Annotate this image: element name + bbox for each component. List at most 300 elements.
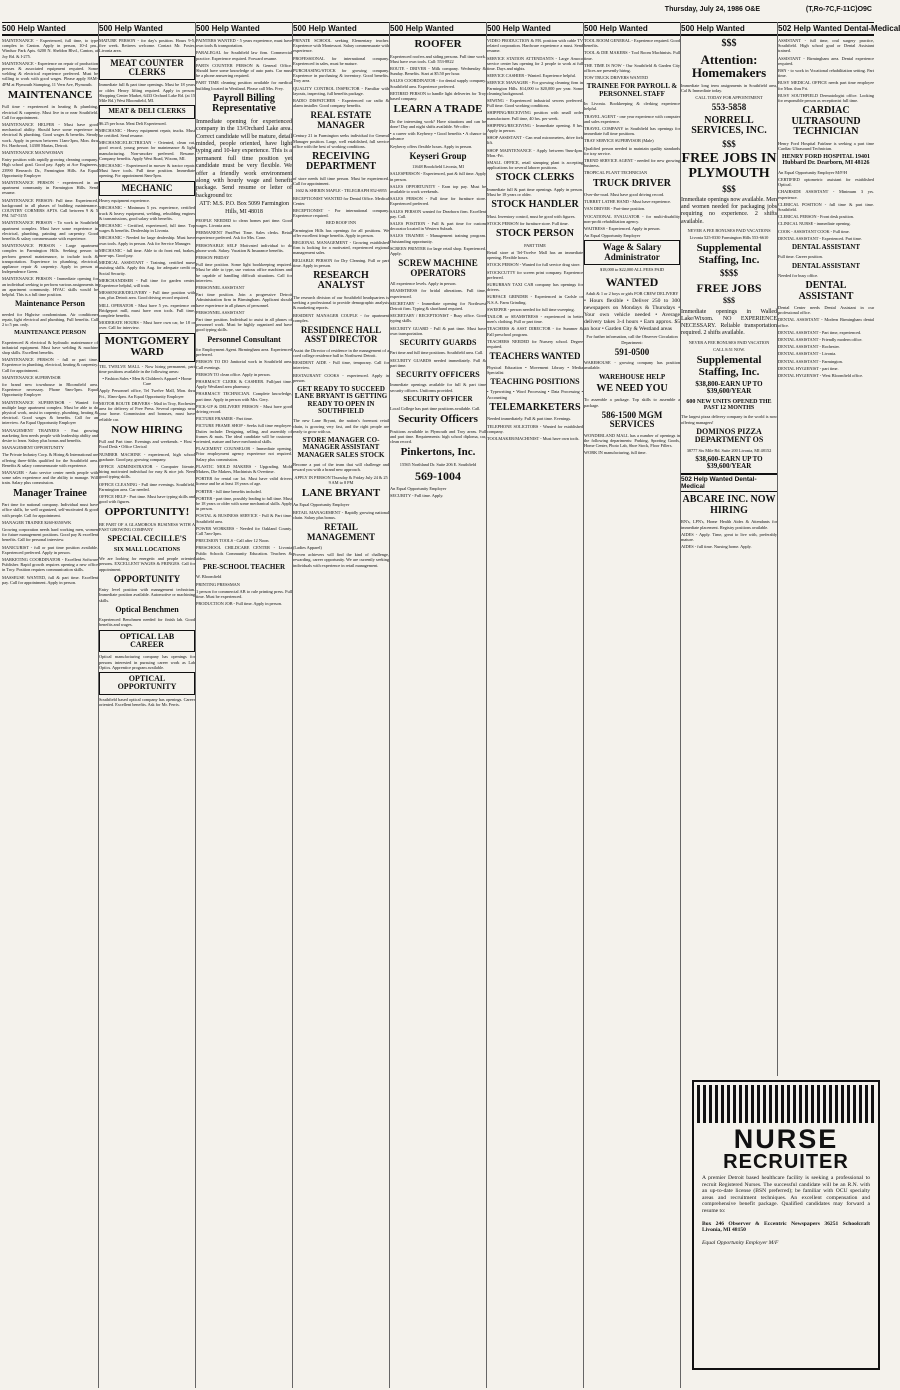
- classified-ad: RN's, LPN's, Home Health Aides & Attendants for immediate placement. Registry positions available.: [681, 519, 777, 530]
- classified-ad: PICTURE FRAMER - Part time.: [196, 416, 253, 422]
- classified-ad: PERSON TO DO Janitorial work in Southfield area. Call evenings.: [196, 359, 292, 370]
- classified-ad: MAINTENANCE MAN/WOMAN: [2, 150, 64, 155]
- classified-ad: PORTER - part time, possibly leading to full time. Must be 18 years or older with some mechanical skills. Apply in person.: [196, 495, 292, 512]
- classified-ad: TURRET LATHE HAND - Must have experience.: [584, 199, 672, 205]
- display-ad-headline: $38,600-EARN UP TO $39,600/YEAR: [695, 454, 763, 471]
- classified-ad: SHOP MAINTENANCE - Apply between 9am-4pm. Mon.-Fri.: [487, 147, 583, 158]
- classified-ad: DENTAL ASSISTANT - Livonia.: [778, 351, 837, 357]
- classified-ad: Qualified person needed to maintain quality standards for tray service.: [584, 145, 680, 156]
- classified-ad: CLERICAL POSITION - full time & part time. Southfield.: [778, 201, 874, 212]
- classified-ad: Do the interesting work? Have situations and can be done! Day and night shifts available. We offer:: [390, 118, 486, 129]
- classified-ad: MAINTENANCE PERSON - Large apartment complex in Farmington Hills. Seeking person to perform general maintenance, to include tools & transportation. Experience in plumbing, electrical, appliance repair & carpentry. Apply in person at Independence Green.: [2, 243, 98, 275]
- classified-ad: PERSON TO clean office. Apply in person.: [196, 371, 271, 377]
- classified-ad: MECHANIC - full time. Able to do front end, brakes, tune-ups. Good pay.: [99, 247, 195, 258]
- classified-ad: VAN DRIVER - Part-time position.: [584, 206, 646, 212]
- display-ad-headline: Supplemental Staffing, Inc.: [696, 354, 762, 378]
- classified-ad: MAINTENANCE PERSON - full or part time. Experience in plumbing, electrical, heating & carpentry. Call for appointment.: [2, 357, 98, 373]
- classified-ad: SALES PERSON wanted for Dearborn firm. Excellent pay. Call.: [390, 208, 486, 219]
- display-ad-headline: SECURITY GUARDS: [399, 337, 477, 347]
- classified-ad: SCREEN PRINTER for large retail shop. Experienced. Apply.: [390, 245, 486, 257]
- classified-ad: MAINTENANCE SUPERVISOR: [2, 374, 61, 380]
- classified-ad: Full time. Career position.: [778, 254, 823, 260]
- classified-ad: RESIDENT AIDE - Full time, temporary. Call for interview.: [293, 360, 389, 371]
- display-ad-headline: STOCK PERSON: [496, 228, 574, 240]
- classified-ad: PART TIME: [524, 242, 546, 248]
- classified-ad: 11648 Brookfield Livonia, MI: [412, 164, 464, 170]
- nurse-ad-address: Box 246 Observer & Eccentric Newspapers 36251 Schoolcraft Livonia, MI 48150: [702, 1220, 870, 1234]
- classified-ad: BUSY SOUTHFIELD Dermatologist office. Looking for responsible person as receptionist full time.: [778, 92, 874, 104]
- classified-ad: TREND SERVICE AGENT - needed for new growing business.: [584, 157, 680, 169]
- classified-ad: PICK-UP & DELIVERY PERSON - Must have good driving record.: [196, 403, 292, 414]
- classified-ad: $6.25 per hour. Meat Deli Experienced.: [99, 120, 167, 126]
- classified-ad: OFFICE ADMINISTRATOR - Computer literate, hiring motivated individual for easy & nice job. Need good typing skills.: [99, 464, 195, 480]
- ad-column: [196, 22, 293, 1388]
- display-ad-headline: Payroll Billing Representative: [212, 92, 276, 115]
- classified-ad: DENTAL ASSISTANT - Friendly modern office.: [778, 337, 863, 343]
- classified-ad: Optical manufacturing company has openings for persons interested in pursuing career work as Lab Optics. Apprentice program available.: [99, 654, 195, 670]
- classified-ad: Full and Part time. Evenings and weekends. • Host • Food Desk • Office Clerical: [99, 439, 195, 450]
- classified-ad: MANAGER TRAINEE $260-$350/WK: [2, 519, 72, 525]
- classified-ad: MAINTENANCE PERSON - To work in Southfield apartment complex. Must have some experience in electrical, plumbing, painting and carpentry. Good benefits & salary commensurate with experience.: [2, 220, 98, 242]
- classified-ad: DENTAL ASSISTANT - Part time, experienced.: [778, 329, 862, 335]
- display-ad-headline: STOCK HANDLER: [491, 199, 579, 211]
- classified-ad: WAITRESS - Experienced. Apply in person.: [584, 226, 661, 232]
- classified-ad: PHARMACY TECHNICIAN. Complete knowledge, part time. Apply in person with Mrs. Gery.: [196, 391, 292, 402]
- classified-ad: SERVICE CASHIER - Wanted. Experience helpful.: [487, 73, 577, 79]
- classified-ad: MAINTENANCE PERSON - Immediate opening for an individual seeking to perform various assignments in an apartment community. HVAC skills would be helpful. This is a full time position.: [2, 276, 98, 298]
- classified-ad: VOCATIONAL EVALUATOR - for multi-disability non-profit rehabilitation agency.: [584, 213, 680, 224]
- classified-ad: $18,000 to $22,000 ALL FEES PAID: [599, 267, 665, 273]
- display-ad-headline: ROOFER: [414, 38, 462, 50]
- classified-ad: In Livonia. Bookkeeping & clerking experience helpful.: [584, 101, 680, 112]
- classified-ad: An Equal Opportunity Employer: [390, 485, 447, 491]
- display-ad-headline: DENTAL ASSISTANT: [791, 261, 861, 270]
- classified-ad: Immediate openings in Walled Lake/Wixom. NO EXPERIENCE NECESSARY. Reliable transportation required. 2 shifts available.: [681, 308, 777, 337]
- classified-ad: SALESPERSON - Experienced, part & full time. Apply in person.: [390, 171, 486, 182]
- classified-ad: Part time for national company. Individual must have office skills, be well organized, self-motivated & good with people. Call for appointment.: [2, 502, 98, 518]
- stripe-banner: [697, 1085, 875, 1123]
- classified-ad: MOTOR ROUTE DRIVERS - Mail in Troy, Rochester area for delivery of Free Press. Several openings near your home. Commission and bonuses, must have reliable car.: [99, 400, 195, 422]
- classified-ad: SHOP ASSISTANT - Can read micrometers, drive fork lift.: [487, 135, 583, 146]
- classified-ad: All experience levels. Apply in person.: [390, 281, 457, 287]
- classified-ad: SEAMSTRESS for bridal alterations. Full time, experienced.: [390, 288, 486, 299]
- classified-ad: PAINTERS WANTED - 5 years experience, must have own tools & transportation.: [196, 38, 292, 49]
- classified-ad: RED ROOF INN: [326, 220, 356, 226]
- classified-ad: CHAIRSIDE ASSISTANT - Minimum 3 yrs. experience.: [778, 189, 874, 200]
- classified-ad: For further information, call the Observer Circulation Department:: [586, 334, 678, 345]
- classified-ad: MARKETING COORDINATOR - Excellent Software Publisher. Rapid growth requires opening a new office in Troy. Position requires communication skills.: [2, 556, 98, 573]
- classified-ad: RECEPTIONIST - For international company. Experience required.: [293, 207, 389, 219]
- classified-ad: of store needs full time person. Must be experienced. Call for appointment.: [293, 175, 389, 187]
- classified-ad: PURCHASING/STOCK for growing company. Experience in purchasing & inventory. Good benefits. Troy area.: [293, 68, 389, 84]
- classified-ad: TOOLMAKER/MACHINIST - Must have own tools.: [487, 435, 580, 441]
- ad-column: [487, 22, 584, 1388]
- classified-ad: MECHANIC - Minimum 5 yrs. experience, certified truck & heavy equipment, welding, rebuilding engines & transmissions, good salary with benefits.: [99, 205, 195, 221]
- ad-column: [584, 22, 681, 1388]
- display-ad-headline: Wage & Salary Administrator: [584, 240, 680, 265]
- classified-ad: Become a part of the team that will challenge and reward you with a brand new approach.: [293, 462, 389, 473]
- classified-ad: PERMANENT Part/Part Time. Sales clerks. Retail experience preferred. Ask for Mrs. Cone.: [196, 230, 292, 241]
- classified-ad: PEOPLE NEEDED to clean homes part time. Good wages. Livonia area.: [196, 217, 292, 228]
- classified-ad: SERVICE STATION ATTENDANTS - Large Amoco service center has opening for 2 people to work at full time. Days and nights.: [487, 55, 583, 72]
- classified-ad: for Employment Agent. Birmingham area. Experienced preferred.: [196, 346, 292, 358]
- classified-ad: The Private Industry Corp. & Hiring & International are offering three-fifths qualified for the Southfield area. Benefits & salary commensurate with experience.: [2, 452, 98, 468]
- classified-ad: Immediate openings available for full & part time security officers. Uniforms provided.: [390, 382, 486, 393]
- ad-column: [293, 22, 390, 1388]
- classified-ad: SWEEPER - person needed for full time sweeping.: [487, 306, 575, 312]
- classified-ad: PERSONABLE SELF Motivated individual to do phone work. Salary. Vacation & Insurance benefits.: [196, 242, 292, 253]
- display-ad-headline: STORE MANAGER CO-MANAGER ASSISTANT MANAGER SALES STOCK: [297, 436, 385, 459]
- classified-ad: MECHANIC - Experienced in mower & tractor repair. Must have tools. Full time position. Immediate opening. For appointment 8am-5pm.: [99, 163, 195, 179]
- classified-ad: THE TIME IS NOW - Our Southfield & Garden City offices are presently hiring.: [584, 62, 680, 74]
- classified-ad: BE PART OF A GLAMOROUS BUSINESS WITH A FAST GROWING COMPANY: [99, 522, 195, 533]
- classified-ad: MAINTENANCE PERSON: Full time. Experienced, background in all phases of building maintenance. COUNTRY CORNERS APTS. Call between 9 & 5 PM. 547-5155: [2, 197, 98, 219]
- issue-date: Thursday, July 24, 1986 O&E: [664, 6, 760, 13]
- classified-ad: Livonia 525-0330 Farmington Hills 553-6610: [689, 235, 769, 241]
- classified-ad: WORK IN manufacturing, full time.: [584, 450, 647, 456]
- classified-ad: Immediate openings now available. Men and women needed for packaging jobs requiring no experience. 2 shifts available.: [681, 197, 777, 225]
- classified-ad: SHIPPING/RECEIVING - Immediate opening. 8 hrs. Apply in person.: [487, 122, 583, 134]
- display-ad-headline: TRAINEE FOR PAYROLL & PERSONNEL STAFF: [586, 82, 678, 98]
- column-heading: 500 Help Wanted: [681, 22, 777, 36]
- classified-ad: ASSISTANT - Birmingham area. Dental experience required.: [778, 55, 874, 66]
- ad-column: [778, 22, 900, 1076]
- classified-ad: SECRETARY / RECEPTIONIST - Busy office. Good typing skills.: [390, 313, 486, 324]
- classified-ad: SURFACE GRINDER - Experienced in Carlsle or N.S.A. Farm Grinding.: [487, 294, 583, 305]
- classified-ad: TRAY SERVICE SUPERVISOR (Male): [584, 138, 654, 144]
- display-ad-headline: HENRY FORD HOSPITAL 19401 Hubbard Dr. Dearborn, MI 48126: [782, 154, 870, 167]
- display-ad-headline: LANE BRYANT: [301, 486, 381, 499]
- classified-ad: Proven achievers will find the kind of challenge, rewarding, career opportunity. We are currently seeking individuals with experience in retail management.: [293, 552, 389, 568]
- classified-ad: DENTAL HYGIENIST - part time.: [778, 365, 839, 371]
- classified-ad: PICTURE FRAME SHOP - Seeks full time employee. Duties include: Designing, selling, and assembly of frames & mats. The ideal candidate will be customer oriented, mature and have mechanical skills.: [196, 423, 292, 444]
- edition-code: (T,Ro-7C,F-11C)O9C: [805, 6, 872, 13]
- classified-ad: PRINTING PRESSMAN: [196, 581, 240, 587]
- classified-ad: MANAGEMENT TRAINEES - Fast growing marketing firm needs people with leadership ability and desire to learn. Salary plus bonus and benefits.: [2, 427, 98, 444]
- ad-column: [681, 22, 778, 1076]
- classified-ad: COOK - ASSISTANT COOK - Full time.: [778, 228, 850, 234]
- display-ad-headline: Security Officers: [398, 413, 478, 426]
- display-ad-headline: MONTGOMERY WARD: [99, 333, 195, 362]
- classified-ad: Immediate full & part time openings. Apply in person. Must be 18 years or older.: [487, 186, 583, 198]
- classified-ad: Experienced Benchmen needed for finish lab. Good benefits and wages.: [99, 617, 195, 628]
- classified-ad: To assemble a package. Top skills to assemble a package.: [584, 397, 680, 408]
- classified-ad: OFFICE CLEANING - Full time evenings. Southfield, Farmington area. Car needed.: [99, 481, 195, 492]
- display-ad-headline: 586-1500 MGM SERVICES: [601, 409, 663, 430]
- classified-ad: Experienced & electrical & hydraulic maintenance of industrial equipment. Must have welding & machine shop skills. Excellent benefits.: [2, 339, 98, 355]
- classified-ad: Full time - experienced in heating & plumbing, electrical & carpentry. Must live in or near Southfield. Call for appointment.: [2, 104, 98, 120]
- display-ad-headline: TEACHERS WANTED: [489, 351, 581, 362]
- classified-ad: PARTS COUNTER PERSON & General Office. Should have some knowledge of auto parts. Car must be a phone answering required.: [196, 62, 292, 79]
- classified-ad: Entry position with rapidly growing cleaning company. High school grad. Good pay. Apply at Ace Engineers, 23990 Research Dr., Farmington Hills. An Equal Opportunity Employer: [2, 157, 98, 178]
- column-heading: 500 Help Wanted: [2, 22, 98, 36]
- classified-ad: MILL OPERATOR - Must have 5 yrs. experience on Bridgeport mill, must have own tools. Full time, complete benefits.: [99, 302, 195, 318]
- display-ad-headline: FREE JOBS: [696, 280, 762, 295]
- classified-ad: MECHANIC - Heavy equipment repair, trucks. Must be certified. Send resume.: [99, 127, 195, 139]
- classified-ad: Growing corporation needs hard working men, women for future management positions. Good pay & excellent benefits. Call for personal interview.: [2, 526, 98, 543]
- display-ad-headline: 600 NEW UNITS OPENED THE PAST 12 MONTHS: [686, 398, 772, 412]
- ad-column: [99, 22, 196, 1388]
- display-ad-headline: $$$: [722, 183, 736, 194]
- display-ad-headline: STOCK CLERKS: [495, 172, 575, 184]
- classified-ad: BUSY MEDICAL OFFICE needs part time employee for Mon. thru Fri.: [778, 80, 874, 91]
- classified-ad: An Equal Opportunity Employer M/F/H: [778, 169, 847, 175]
- classified-ad: PROFESSIONAL for international company. Experienced in sales, must be mature.: [293, 55, 389, 66]
- display-ad-headline: MEAT COUNTER CLERKS: [99, 56, 195, 81]
- display-ad-headline: 569-1004: [415, 469, 461, 484]
- display-ad-headline: TELEMARKETERS: [489, 401, 581, 413]
- classified-ad: TEACHERS NEEDED for Nursery school. Degree required.: [487, 338, 583, 350]
- classified-ad: The new Lane Bryant, the nation's foremost retail chain, is growing very fast, and the right people are ready to grow with us.: [293, 418, 389, 434]
- classified-ad: We are looking for energetic and people oriented persons. EXCELLENT WAGES & FRINGES. Call for appointment.: [99, 556, 195, 572]
- classified-ad: WAREHOUSE - growing company has position available.: [584, 360, 680, 371]
- classified-ad: SHIPPING/RECEIVING position with small order manufacturer. Full time, 40 hrs. per week.: [487, 110, 583, 121]
- display-ad-headline: Supplemental Staffing, Inc.: [696, 242, 762, 266]
- classified-ad: SECURITY GUARD - Full & part time. Must have own transportation.: [390, 325, 486, 336]
- classified-ad: SMALL OFFICE, retail stamping plant is accepting applications for several laborer positions.: [487, 160, 583, 171]
- classified-ad: Entry level position with management technician. Immediate position available. Automotive or machining skills.: [99, 587, 195, 603]
- display-ad-headline: $$$: [722, 138, 736, 149]
- classified-ad: Apply Personnel office, Tel Twelve Mall, Mon. thru Fri., 10am-4pm. An Equal Opportunity Employer: [99, 388, 195, 399]
- classified-ad: DENTAL ASSISTANT - Farmington.: [778, 358, 843, 364]
- classified-ad: SALES PERSON - Full time for furniture store. Experienced preferred.: [390, 196, 486, 207]
- display-ad-headline: MECHANIC: [99, 181, 195, 196]
- display-ad-headline: 553-5858: [711, 102, 747, 113]
- classified-ad: STOCK PERSON - Wanted for full service drug store.: [487, 262, 581, 268]
- nurse-ad-body: A premier Detroit based healthcare facility is seeking a professional to recruit Registered Nurses. The successful candidate will be an R.N. with an up-to-date license (BSN preferred); be familiar with OCU specialty areas and recruitment techniques. An excellent compensation and comprehensive benefit package. Qualified candidates may forward a resume to:: [702, 1175, 870, 1214]
- display-ad-headline: ABCARE INC. NOW HIRING: [682, 494, 776, 516]
- display-ad-headline: SECURITY OFFICER: [403, 394, 473, 403]
- nurse-recruiter-ad: [692, 1080, 880, 1370]
- classified-ad: TEL TWELVE MALL - Now hiring permanent, part time positions available in the following areas:: [99, 363, 195, 374]
- display-ad-headline: RESEARCH ANALYST: [313, 269, 369, 292]
- classified-ad: MANAGEMENT OPPORTUNITY: [2, 445, 64, 451]
- classified-ad: MAINTENANCE SUPERVISOR - Wanted for multiple large apartment complex. Must be able to do physical work, assist in carpentry, plumbing, heating & electrical. Good wages & benefits. Call for an interview. An Equal Opportunity Employer: [2, 399, 98, 426]
- classified-ad: MATURE PERSON - for day's position. Hours 9-5, five week. Retirees welcome. Contact Mr. Foster, Livonia area.: [99, 38, 195, 54]
- display-ad-headline: DENTAL ASSISTANT: [798, 280, 854, 302]
- classified-ad: CALL 8:51 NOW.: [713, 346, 745, 352]
- classified-ad: OFFICE HELP - Part time. Must have typing skills and good with figures.: [99, 494, 195, 505]
- display-ad-headline: $$$: [723, 296, 735, 306]
- classified-ad: Retail store at Tel-Twelve Mall has an immediate opening. Flexible hours.: [487, 249, 583, 261]
- classified-ad: RETIRED PERSON to handle light deliveries for Troy based company.: [390, 90, 486, 101]
- classified-ad: TAILOR or SEAMSTRESS - experienced in better men's clothing. Full or part time.: [487, 314, 583, 325]
- display-ad-headline: PRE-SCHOOL TEACHER: [202, 563, 286, 572]
- display-ad-headline: 591-0500: [614, 346, 650, 357]
- classified-ad: MAINTENANCE PERSON - experienced in an apartment community in Farmington Hills. Send resume.: [2, 180, 98, 196]
- ad-column: [2, 22, 99, 1388]
- display-ad-headline: CARDIAC ULTRASOUND TECHNICIAN: [791, 105, 861, 138]
- classified-ad: An Equal Opportunity Employer: [293, 502, 350, 508]
- classified-ad: PLASTIC MOLD MAKERS - Upgrading. Mold Makers, Die Makers, Machinists & Overtime.: [196, 463, 292, 475]
- classified-ad: Part time position. Join a progressive Detroit Administration firm in Birmingham. Applicant should have experience in all phases of personnel.: [196, 292, 292, 308]
- display-ad-headline: WANTED: [605, 274, 659, 289]
- display-ad-headline: Pinkertons, Inc.: [400, 446, 476, 459]
- classified-ad: ASSISTANT - full time, oral surgery practice, Southfield. High school grad or Dental Assistant trained.: [778, 38, 874, 54]
- classified-ad: QUALITY CONTROL INSPECTOR - Familiar with layouts, inspecting, full benefits package.: [293, 85, 389, 96]
- classified-ad: Immediate opening for experienced company in the 13/Orchard Lake area. Correct candidate will be mature, detail minded, people oriented, have light typing and 10-key experience. This is a permanent full time position yet candidate must be very flexible. We offer a friendly work environment along with hourly wage and benefit package. Send resume or letter of background to:: [196, 117, 292, 199]
- classified-ad: CLERICAL PERSON - Front desk position.: [778, 214, 854, 220]
- display-ad-headline: SPECIAL CECILLE'S: [107, 534, 187, 544]
- classified-ad: • a career with Keyberry • Good benefits • A chance to advance: [390, 131, 486, 142]
- classified-ad: DENTAL ASSISTANT - Rochester.: [778, 344, 840, 350]
- classified-ad: TOW TRUCK DRIVERS WANTED: [584, 75, 648, 81]
- classified-ad: SALES TRAINEE - Management training program. Outstanding opportunity.: [390, 233, 486, 244]
- classified-ad: TEACHERS & ASST DIRECTOR - for Summer & Fall preschool program.: [487, 326, 583, 337]
- classified-ad: PART TIME cleaning position available for medical building located in Westland. Please call Mrs. Frey.: [196, 80, 292, 91]
- classified-ad: Experienced roofers and siding persons. Full time work. Must have own tools. Call: 553-8822: [390, 53, 486, 64]
- classified-ad: REGIONAL MANAGEMENT - Growing established firm is looking for a motivated, experienced regional management sales.: [293, 239, 389, 256]
- classified-ad: • Typewriting • Word Processing • Data Processing • Accounting: [487, 389, 583, 400]
- classified-ad: ROUTE - DRIVER - Milk company. Wednesday & Sunday. Benefits. Start at $5.50 per hour.: [390, 65, 486, 77]
- classified-ad: PHARMACY CLERK & CASHIER. Full/part time. Apply Westland area pharmacy.: [196, 378, 292, 390]
- classified-ad: NEVER A FEE BONUSES PAID VACATIONS: [687, 227, 771, 233]
- display-ad-headline: MAINTENANCE PERSON: [14, 330, 86, 337]
- classified-ad: TOOL & DIE MAKERS - Tool Room Machinists. Full time.: [584, 50, 680, 61]
- display-ad-headline: TRUCK DRIVER: [592, 177, 672, 189]
- classified-ad: PORTER - full time benefits included.: [196, 488, 262, 494]
- column-heading: 502 Help Wanted Dental-Medical: [778, 22, 874, 36]
- display-ad-headline: SECURITY OFFICERS: [396, 369, 480, 379]
- classified-ad: NUMBER MACHINE - experienced, high school graduate. Good pay, growing company.: [99, 451, 195, 462]
- classified-ad: RETAIL MANAGEMENT - Rapidly growing national chain. Salary plus bonus.: [293, 509, 389, 520]
- display-ad-headline: SCREW MACHINE OPERATORS: [398, 258, 478, 278]
- classified-ad: (Ladies Apparel): [293, 544, 322, 550]
- display-ad-headline: OPTICAL LAB CAREER: [99, 630, 195, 653]
- classified-ad: Positions available in Plymouth and Troy areas. Full and part time. Requirements: high school diploma, car, clean record.: [390, 428, 486, 445]
- classified-ad: PLACEMENT COUNSELOR - Immediate opening. Prior employment agency experience not required. Salary plus commission.: [196, 446, 292, 462]
- classified-ad: POWER WORKERS - Needed for Oakland County. Call 7am-3pm.: [196, 525, 292, 537]
- display-ad-headline: DENTAL ASSISTANT: [791, 242, 861, 251]
- display-ad-headline: Manager Trainee: [13, 487, 87, 499]
- classified-ad: AIDES - full time. Nursing home. Apply.: [681, 544, 752, 550]
- classified-ad: Part time and full time positions. Southfield area. Call.: [390, 350, 484, 356]
- classified-ad: Immediate long term assignments in Southfield area, Cal & Immediate today.: [681, 82, 777, 93]
- classified-ad: W. Bloomfield: [196, 574, 222, 580]
- classified-ad: CERTIFIED optometric assistant for established Optical.: [778, 176, 874, 188]
- display-ad-headline: $38,800-EARN UP TO $39,600/YEAR: [695, 380, 763, 396]
- classified-ad: An Equal Opportunity Employer: [584, 233, 641, 239]
- classified-ad: SERVICE MANAGER - For growing cleaning firm in Farmington Hills. $14,000 to $20,000 per year. Some cleaning background.: [487, 80, 583, 96]
- column-heading: 500 Help Wanted: [487, 22, 583, 36]
- classified-ad: MAINTENANCE HELPER - Must have good mechanical ability. Should have some experience in electrical & plumbing. Good wages & benefits. Steady work. Apply in person between 11am-3pm, Mon. thru Fri. Hardwood, 14300 Marias, Detroit.: [2, 121, 98, 148]
- display-ad-headline: Personnel Consultant: [207, 334, 281, 344]
- classified-ad: PRIVATE SCHOOL seeking Elementary teacher. Experience with Montessori. Salary commensurate with experience.: [293, 38, 389, 54]
- display-ad-headline: Keyseri Group: [409, 150, 467, 161]
- display-ad-headline: DOMINOS PIZZA DEPARTMENT OS: [694, 426, 764, 445]
- display-ad-headline: Optical Benchmen: [115, 604, 179, 614]
- display-ad-headline: FREE JOBS IN PLYMOUTH: [681, 151, 777, 181]
- classified-ad: Keyberry offers flexible hours. Apply in person.: [390, 143, 473, 149]
- classified-ad: PARALEGAL for Southfield law firm. Commercial practice. Experience required. Forward resume.: [196, 50, 292, 61]
- classified-ad: RELIABLE PERSON for Dry Cleaning. Full or part time. Apply in person.: [293, 257, 389, 268]
- classified-ad: Henry Ford Hospital Fairlane is seeking a part time Cardiac Ultrasound Technician.: [778, 140, 874, 151]
- classified-ad: APPLY IN PERSON Thursday & Friday July 24 & 25 9 AM to 8 PM: [294, 474, 388, 485]
- classified-ad: MECHANIC - Needed for large dealership. Must have own tools. Apply in person. Ask for Service Manager.: [99, 235, 195, 246]
- classified-ad: Assist the Director of residence in the management of a coed college residence hall in Northwest Detroit.: [293, 347, 389, 359]
- display-ad-headline: MEAT & DELI CLERKS: [99, 105, 195, 118]
- classified-ad: TRAVEL COMPANY in Southfield has openings for immediate full time positions.: [584, 125, 680, 137]
- display-ad-headline: WE NEED YOU: [596, 382, 668, 394]
- classified-ad: for brand new townhouse in Bloomfield area. Experience necessary. Phone 9am-5pm. Equal Opportunity Employer: [2, 382, 98, 398]
- display-ad-headline: RETAIL MANAGEMENT: [307, 522, 375, 542]
- classified-ad: TRAVEL AGENT - one year experience with computer and sales experience.: [584, 113, 680, 124]
- classified-ad: Farmington Hills has openings for all positions. We offer excellent fringe benefits. Apply in person.: [293, 227, 389, 238]
- display-ad-headline: MAINTENANCE: [7, 88, 93, 101]
- classified-ad: AIDES - Apply. Time, great to live with, preferably mature.: [681, 531, 777, 543]
- display-ad-headline: Maintenance Person: [15, 299, 85, 309]
- classified-ad: Full time position. Some light bookkeeping required. Must be able to type, use various office machines and be capable of handling difficult situations. Call for interview.: [196, 262, 292, 283]
- classified-ad: MANAGER - Auto service center needs people with some sales experience and the ability to manage. Will train. Salary plus commission.: [2, 470, 98, 486]
- classified-ad: MODERATE HOURS - Must have own car, be 18 or over. Call for interview.: [99, 320, 195, 331]
- display-ad-headline: $$$$: [720, 268, 738, 279]
- classified-ad: POSTAL & BUSINESS SERVICE - Full & Part time. Southfield area.: [196, 513, 292, 524]
- display-ad-headline: NORRELL SERVICES, INC.: [691, 114, 767, 137]
- classified-ad: Part time position. Individual to assist in all phases of personnel work. Must be highly organized and have good typing skills.: [196, 316, 292, 333]
- classified-ad: SECRETARY - Immediate opening for Northwest Detroit firm. Typing & shorthand required.: [390, 300, 486, 311]
- classified-ad: needed for Highrise condominium. Air conditioner repair, light electrical and plumbing. Full benefits. Call 2 to 5 pm. only.: [2, 311, 98, 328]
- classified-ad: • Fashion Sales • Men & Children's Apparel • Home Care: [102, 376, 192, 387]
- classified-ad: STOCKCUTTY for screen print company. Experience preferred.: [487, 269, 583, 280]
- classified-ad: TELEPHONE SOLICITORS - Wanted for established company.: [487, 423, 583, 434]
- classified-ad: WONDERLAND MALL has a number of openings in the following departments: Parking, Sporting Goods, Home Center, Photo Lab, Shoe Stock, Floor Fillers.: [584, 432, 680, 449]
- classified-ad: PORTER for rental car lot. Must have valid drivers license and be at least 18 years of age.: [196, 476, 292, 487]
- nurse-title: NURSE: [733, 1124, 839, 1154]
- classified-ad: MEDICAL ASSISTANT - Training, certified nurse assisting skills. Apply this Aug. for adequate credit or Social Security.: [99, 260, 195, 276]
- classified-ad: PRESCHOOL CHILDCARE CENTER - Livonia Public Schools Community Education. Teachers & aides.: [196, 545, 292, 561]
- classified-ad: BSN - to work in Vocational rehabilitation setting. Part time.: [778, 68, 874, 79]
- page-header: [0, 0, 880, 16]
- classified-ad: Needed for busy office.: [778, 272, 819, 278]
- classified-ad: NEVER A FEE BONUSES PAID VACATION: [688, 339, 770, 345]
- column-heading: 500 Help Wanted: [390, 22, 486, 36]
- display-ad-headline: SIX MALL LOCATIONS: [113, 546, 181, 553]
- classified-ad: Physical Education • Movement Library • Media Specialist: [487, 364, 583, 375]
- classified-ad: 1 person for commercial AB to rule printing press. Full time. Must be experienced.: [196, 588, 292, 600]
- classified-ad: Dental Center needs Dental Assistant in our professional office.: [778, 305, 874, 316]
- classified-ad: DENTAL ASSISTANT - Experienced. Part time.: [778, 235, 862, 241]
- classified-ad: MERCHANDISER - Full time for garden center. Experience helpful, will train.: [99, 277, 195, 288]
- classified-ad: • Hours flexible • Deliver 250 to 300 newspapers on Mondays & Thursdays • Your own vehicle needed • Average delivery takes 3-4 hours • Earn approx. $5 an hour • Garden City & Westland areas: [584, 298, 680, 332]
- classified-ad: Local College has part time positions available. Call.: [390, 406, 481, 412]
- classified-ad: Needed immediately. Full & part time. Evenings.: [487, 416, 572, 422]
- classified-ad: 15565 Northland Dr. Suite 206 E. Southfield: [399, 461, 477, 467]
- classified-ad: Adult & 1 or 2 boys or girls FOR CREW DELIVERY: [585, 291, 679, 297]
- display-ad-headline: LEARN A TRADE: [393, 103, 483, 116]
- classified-ad: SALES COORDINATOR - for dental supply company. Southfield area. Experience preferred.: [390, 78, 486, 89]
- classified-ad: DENTAL HYGIENIST - West Bloomfield office.: [778, 373, 864, 379]
- classified-ad: SUBURBAN TAXI CAB company has openings for drivers.: [487, 282, 583, 293]
- nurse-ad-eoe: Equal Opportunity Employer M/F: [702, 1239, 779, 1246]
- classified-ad: Heavy equipment experience.: [99, 198, 150, 204]
- classified-ad: 38777 Six Mile Rd. Suite 200 Livonia, MI 48152: [686, 447, 772, 453]
- classified-ad: Southfield based optical company has openings. Career oriented. Excellent benefits. Ask for Mr. Ferris.: [99, 696, 195, 707]
- classified-ad: Century 21 in Farmington seeks individual for General Manager position. Large, well established, full service office with the best of working conditions.: [293, 133, 389, 149]
- display-ad-headline: GET READY TO SUCCEED LANE BRYANT IS GETTING READY TO OPEN IN SOUTHFIELD: [294, 385, 388, 416]
- classified-ad: ATT: M.S. P.O. Box 5099 Farmington Hills, MI 48018: [199, 201, 289, 215]
- classified-ad: The largest pizza delivery company in the world is now offering managers!: [681, 414, 777, 425]
- display-ad-headline: OPPORTUNITY!: [104, 506, 190, 519]
- classified-ad: MECHANIC/ELECTRICIAN - Oriented, clean cut, good record, young person for maintenance & light manufacturing. Non-smoker preferred. Resume. Company benefits. Apply West Road, Wixom, MI.: [99, 140, 195, 161]
- recruiter-title: RECRUITER: [723, 1151, 849, 1173]
- section-heading: 502 Help Wanted Dental-Medical: [681, 473, 777, 492]
- classified-ad: MANICURIST - full or part time position available. Experienced preferred. Apply in person.: [2, 544, 98, 555]
- column-heading: 500 Help Wanted: [196, 22, 292, 36]
- display-ad-headline: OPPORTUNITY: [113, 573, 181, 584]
- classified-ad: DENTAL ASSISTANT - Modern Birmingham dental office.: [778, 317, 874, 328]
- classified-ad: Over-the-road. Must have good driving record.: [584, 192, 665, 198]
- classified-ad: RESTAURANT COOKS - experienced. Apply in person.: [293, 372, 389, 383]
